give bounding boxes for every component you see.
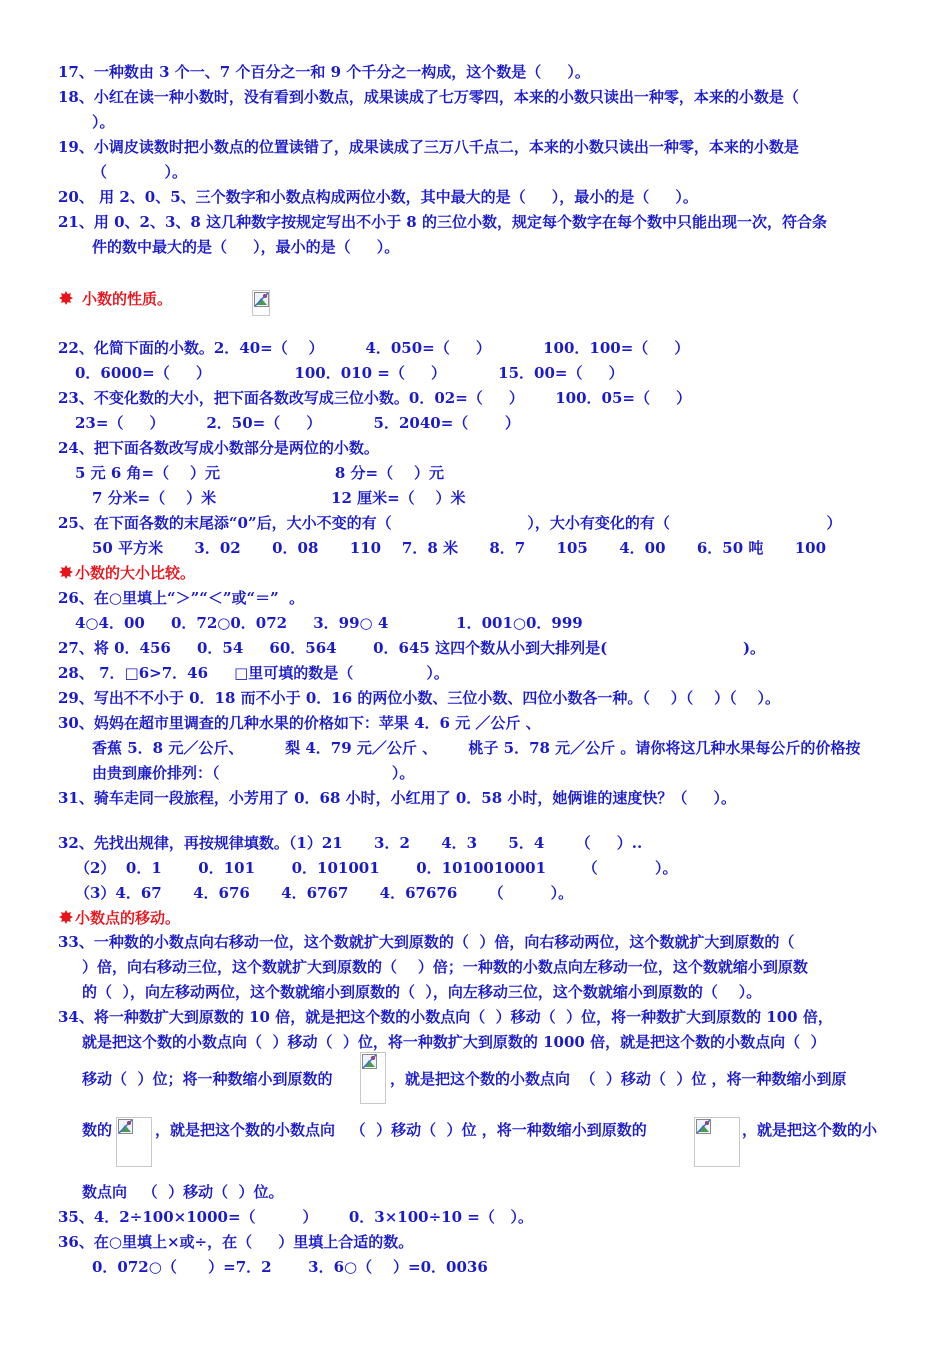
- q19-line1: 19、小调皮读数时把小数点的位置读错了，成果读成了三万八千点二，本来的小数只读出一种零，本来的小数是: [58, 138, 799, 156]
- section-bullet-icon: [59, 565, 73, 579]
- q34-line2: 就是把这个数的小数点向（ ）移动（ ）位，将一种数扩大到原数的 1000 倍，就是把这个数的小数点向（ ）: [82, 1033, 826, 1051]
- q23-line1: 23、不变化数的大小，把下面各数改写成三位小数。0．02=（ ） 100．05=（ ）: [58, 389, 692, 407]
- q34-line4a: 数的: [82, 1121, 113, 1139]
- broken-image-icon: [360, 1052, 386, 1104]
- q32-line3: （3）4．67 4．676 4．6767 4．67676 （ ）。: [75, 884, 574, 902]
- q28: 28、 7．□6>7．46 □里可填的数是（ ）。: [58, 664, 449, 682]
- q35: 35、4．2÷100×1000=（ ） 0．3×100÷10 =（ ）。: [58, 1208, 533, 1226]
- section-title-decimal-properties: 小数的性质。: [82, 290, 173, 308]
- q36-line1: 36、在○里填上×或÷，在（ ）里填上合适的数。: [58, 1233, 414, 1251]
- q34-line3a: 移动（ ）位；将一种数缩小到原数的: [82, 1070, 333, 1088]
- q32-line1: 32、先找出规律，再按规律填数。（1）21 3．2 4．3 5．4 （ ）..: [58, 834, 643, 852]
- q25-line2: 50 平方米 3．02 0．08 110 7．8 米 8．7 105 4．00 6．50 吨 100: [92, 539, 827, 557]
- q30-line1: 30、妈妈在超市里调查的几种水果的价格如下：苹果 4．6 元 ／公斤 、: [58, 714, 541, 732]
- q31: 31、骑车走同一段旅程，小芳用了 0．68 小时，小红用了 0．58 小时，她俩谁的速度快？（ ）。: [58, 789, 736, 807]
- q22-line2: 0．6000=（ ） 100．010 =（ ） 15．00=（ ）: [75, 364, 624, 382]
- q18-line1: 18、小红在读一种小数时，没有看到小数点，成果读成了七万零四，本来的小数只读出一种零，本来的小数是（: [58, 88, 799, 106]
- section-title-decimal-point-moving: 小数点的移动。: [75, 909, 181, 927]
- q30-line3: 由贵到廉价排列：（ ）。: [92, 764, 415, 782]
- q25-line1: 25、在下面各数的末尾添“0”后，大小不变的有（ ），大小有变化的有（ ）: [58, 514, 842, 532]
- q34-line4c: ，就是把这个数的小: [742, 1121, 878, 1139]
- q32-line2: （2） 0．1 0．101 0．101001 0．1010010001 （ ）。: [75, 859, 678, 877]
- q22-line1: 22、化简下面的小数。2．40=（ ） 4．050=（ ） 100．100=（ ）: [58, 339, 690, 357]
- q19-line2: （ ）。: [92, 163, 187, 181]
- q29: 29、写出不不小于 0．18 而不小于 0．16 的两位小数、三位小数、四位小数各一种。（ ）（ ）（ ）。: [58, 689, 781, 707]
- q34-line1: 34、将一种数扩大到原数的 10 倍，就是把这个数的小数点向（ ）移动（ ）位，将一种数扩大到原数的 100 倍，: [58, 1008, 833, 1026]
- q34-line5: 数点向 （ ）移动（ ）位。: [82, 1183, 284, 1201]
- q26-line2: 4○4．00 0．72○0．072 3．99○ 4 1．001○0．999: [75, 614, 583, 632]
- q24-line1: 24、把下面各数改写成小数部分是两位的小数。: [58, 439, 379, 457]
- q36-line2: 0．072○（ ）=7．2 3．6○（ ）=0．0036: [92, 1258, 488, 1276]
- q33-line2: ）倍，向右移动三位，这个数就扩大到原数的（ ）倍；一种数的小数点向左移动一位，这个数就缩小到原数: [82, 958, 808, 976]
- q21-line2: 件的数中最大的是（ ），最小的是（ ）。: [92, 238, 400, 256]
- q33-line3: 的（ ），向左移动两位，这个数就缩小到原数的（ ），向左移动三位，这个数就缩小到原数的（ ）。: [82, 983, 762, 1001]
- q34-line3b: ，就是把这个数的小数点向 （ ）移动（ ）位 ，将一种数缩小到原: [390, 1070, 847, 1088]
- broken-image-icon: [694, 1117, 740, 1167]
- q30-line2: 香蕉 5．8 元／公斤、 梨 4．79 元／公斤 、 桃子 5．78 元／公斤 。请你将这几种水果每公斤的价格按: [92, 739, 861, 757]
- q34-line4b: ，就是把这个数的小数点向 （ ）移动（ ）位 ，将一种数缩小到原数的: [155, 1121, 647, 1139]
- q24-line2: 5 元 6 角=（ ）元 8 分=（ ）元: [75, 464, 445, 482]
- section-bullet-icon: [59, 291, 73, 305]
- section-bullet-icon: [59, 910, 73, 924]
- broken-image-icon: [252, 290, 270, 316]
- q20: 20、 用 2、0、5、三个数字和小数点构成两位小数，其中最大的是（ ），最小的是（ ）。: [58, 188, 698, 206]
- q26-line1: 26、在○里填上“＞”“＜”或“＝” 。: [58, 589, 305, 607]
- q17: 17、一种数由 3 个一、7 个百分之一和 9 个千分之一构成，这个数是（ ）。: [58, 63, 590, 81]
- q24-line3: 7 分米=（ ）米 12 厘米=（ ）米: [92, 489, 466, 507]
- q27: 27、将 0．456 0．54 60．564 0．645 这四个数从小到大排列是( )。: [58, 639, 766, 657]
- q18-line2: ）。: [92, 113, 115, 131]
- q33-line1: 33、一种数的小数点向右移动一位，这个数就扩大到原数的（ ）倍，向右移动两位，这个数就扩大到原数的（: [58, 933, 795, 951]
- section-title-decimal-comparison: 小数的大小比较。: [75, 564, 196, 582]
- broken-image-icon: [116, 1117, 152, 1167]
- q23-line2: 23=（ ） 2．50=（ ） 5．2040=（ ）: [75, 414, 520, 432]
- q21-line1: 21、用 0、2、3、8 这几种数字按规定写出不小于 8 的三位小数，规定每个数字在每个数中只能出现一次，符合条: [58, 213, 827, 231]
